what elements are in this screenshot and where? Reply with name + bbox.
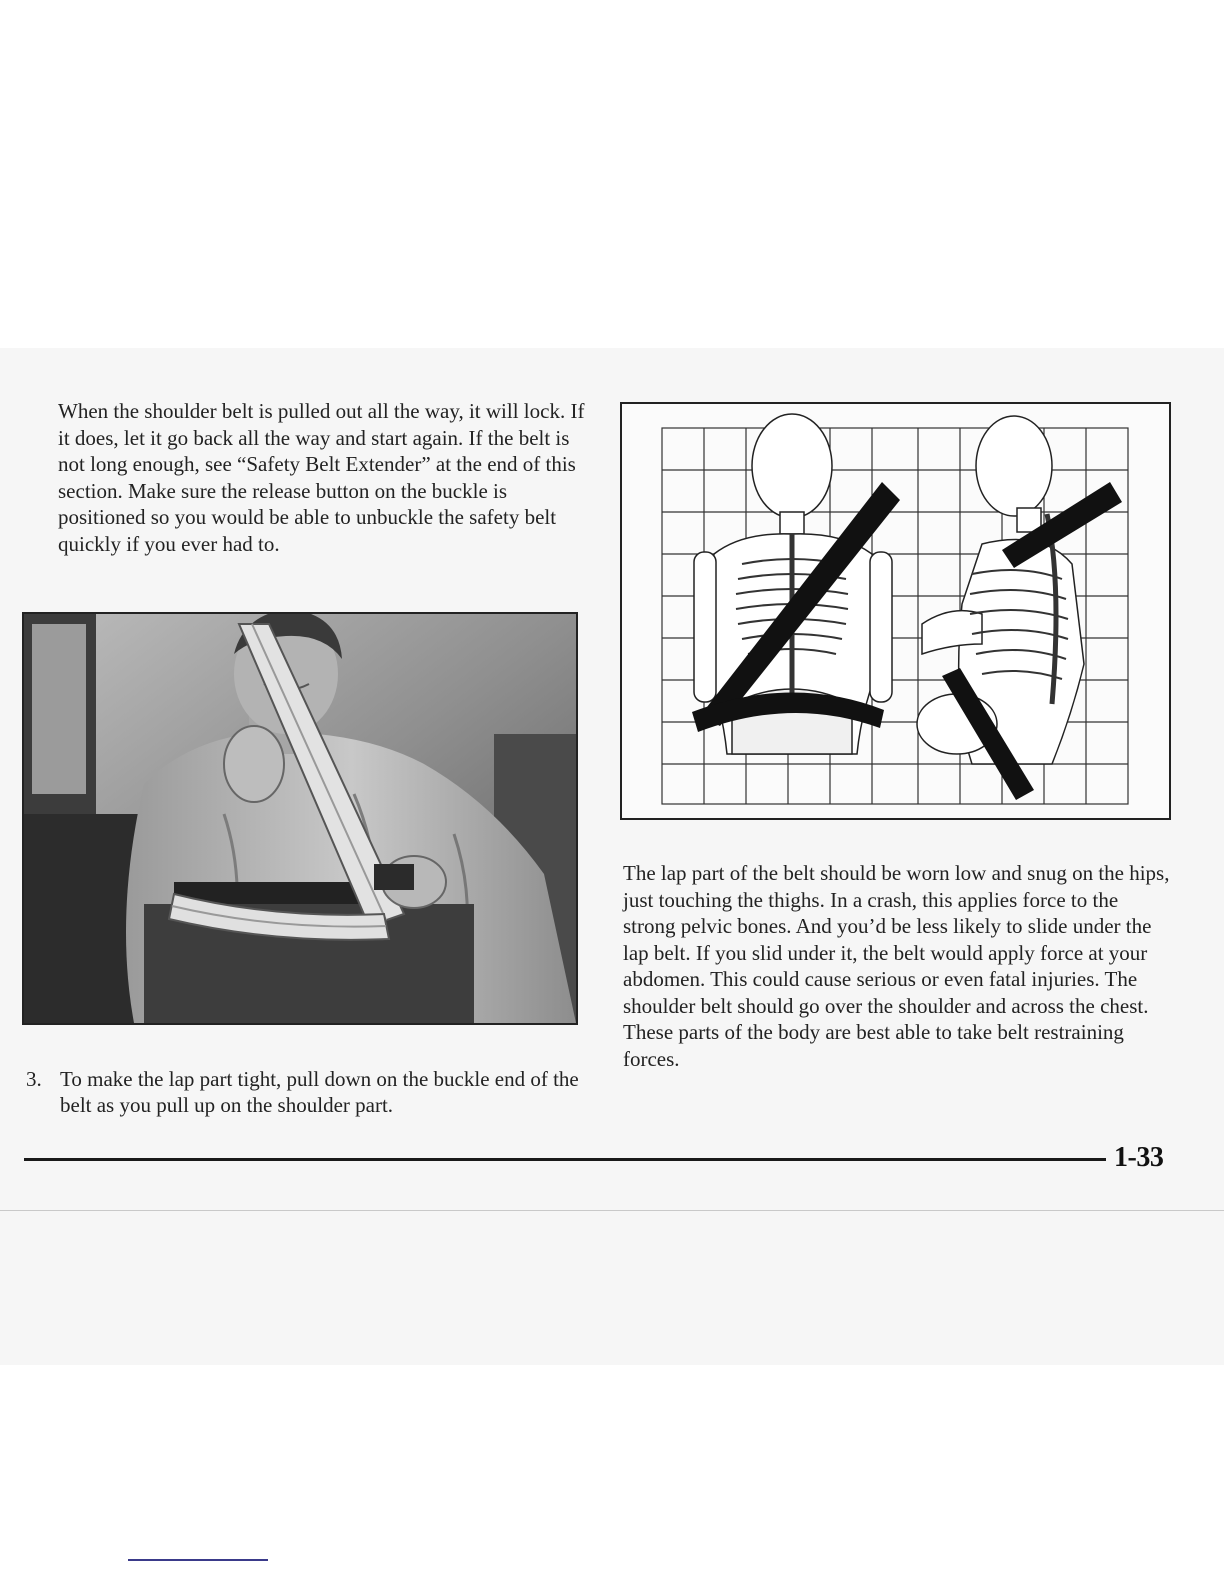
page-number: 1-33 [1114,1142,1164,1173]
belt-position-diagram [620,402,1171,820]
step-text: To make the lap part tight, pull down on the buckle end of the belt as you pull up on the shoulder part. [60,1067,579,1117]
footer-rule [24,1158,1106,1161]
scan-edge-line [0,1210,1224,1211]
step-3 [26,1066,586,1118]
seatbelt-fastening-photo [22,612,578,1025]
paragraph-lap-belt-position: The lap part of the belt should be worn low and snug on the hips, just touching the thighs. In a crash, this applies force to the strong pelvic bones. And you’d be less likely to slide under the lap belt. If you slid under it, the belt would apply force at your abdomen. This could cause serious or even fatal injuries. The shoulder belt should go over the shoulder and across the chest. These parts of the body are best able to take belt restraining forces. [623,861,1170,1071]
step-number: 3. [26,1067,42,1091]
footer-link-mark [128,1559,268,1561]
paragraph-shoulder-belt-lock: When the shoulder belt is pulled out all the way, it will lock. If it does, let it go back all the way and start again. If the belt is not long enough, see “Safety Belt Extender” at the end of this section. Make sure the release button on the buckle is positioned so you would be able to unbuckle the safety belt quickly if you ever had to. [58,399,585,556]
